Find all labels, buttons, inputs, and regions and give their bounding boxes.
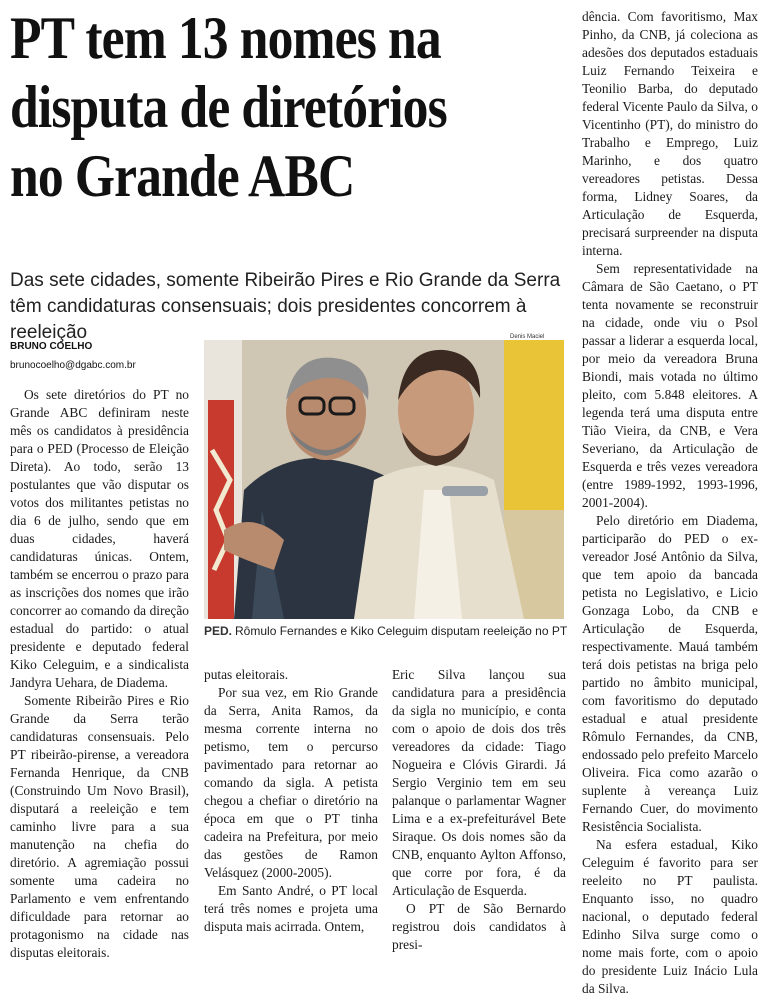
paragraph: Eric Silva lançou sua candidatura para a presidência da sigla no município, e conta com o apoio de dois dos três vereadores da cidade: Tiago Nogueira e Clóvis Girardi. Já Sergio Verginio tem em seu palanque o parlamentar Wagner Lima e a ex-prefeiturável Bete Siraque. Os dois nomes são da CNB, enquanto Aylton Affonso, que corre por fora, é da Articulação de Esquerda. (392, 667, 566, 898)
headline-line-2: disputa de diretórios (10, 74, 447, 140)
paragraph: Sem representatividade na Câmara de São Caetano, o PT tenta novamente se reconstruir na cidade, onde viu o Psol passar a liderar a esquerda local, por meio da vereadora Bruna Biondi, mais votada no último pleito, com 5.848 eleitores. A legenda terá uma disputa entre Tião Vieira, da CNB, e Vera Severiano, da Articulação de Esquerda e três vezes vereadora (entre 1989-1992, 1993-1996, 2001-2004). (582, 261, 758, 510)
caption-tag: PED. (204, 624, 233, 638)
author-email[interactable]: brunocoelho@dgabc.com.br (10, 360, 136, 371)
paragraph: Pelo diretório em Diadema, participarão do PED o ex-vereador José Antônio da Silva, que tem apoio da bancada petista no Legislativo, e Licio Gonzaga Lobo, da CNB e Articulação de Esquerda, respectivamente. Mauá também terá dois petistas na briga pelo partido no âmbito municipal, com favoritismo do deputado estadual e atual presidente Rômulo Fernandes, da CNB, endossado pelo prefeito Marcelo Oliveira. Fica como azarão o suplente à vereança Luiz Fernando Cuer, do movimento Resistência Socialista. (582, 513, 758, 834)
headline-line-3: no Grande ABC (10, 143, 355, 209)
paragraph: Em Santo André, o PT local terá três nomes e projeta uma disputa mais acirrada. Ontem, (204, 883, 378, 934)
paragraph: Por sua vez, em Rio Grande da Serra, Anita Ramos, da mesma corrente interna no petismo, tem o percurso pavimentado para retornar ao comando da sigla. A petista chegou a chefiar o diretório na época em que o PT tinha cadeira na Prefeitura, por meio das gestões de Ramon Velásquez (2000-2005). (204, 685, 378, 880)
author-byline: BRUNO COELHO (10, 341, 93, 352)
subheadline: Das sete cidades, somente Ribeirão Pires e Rio Grande da Serra têm candidaturas consensuais; dois presidentes concorrem à reeleição (10, 270, 561, 343)
paragraph: Na esfera estadual, Kiko Celeguim é favorito para ser reeleito no PT paulista. Enquanto isso, no quadro nacional, o deputado federal Edinho Silva surge como o nome mais forte, com o apoio do presidente Luiz Inácio Lula da Silva. (582, 837, 758, 996)
article-photo (204, 340, 564, 619)
paragraph-continuation: putas eleitorais. (204, 667, 289, 682)
caption-text: Rômulo Fernandes e Kiko Celeguim disputam reeleição no PT (235, 624, 568, 638)
column-1 (10, 386, 189, 962)
photo-illustration (204, 340, 564, 619)
column-2 (204, 666, 378, 936)
column-3 (392, 666, 566, 954)
headline-line-1: PT tem 13 nomes na (10, 5, 441, 71)
paragraph: Os sete diretórios do PT no Grande ABC definiram neste mês os candidatos à presidência para o PED (Processo de Eleição Direta). Ao todo, serão 13 postulantes que vão disputar os votos dos militantes petistas no dia 6 de julho, sendo que em duas cidades, haverá candidaturas únicas. Ontem, também se encerrou o prazo para as inscrições dos nomes que irão concorrer ao comando da direção estadual do partido: o atual presidente e deputado federal Kiko Celeguim, e a sindicalista Jandyra Uehara, de Diadema. (10, 387, 189, 690)
paragraph: Somente Ribeirão Pires e Rio Grande da Serra terão candidaturas consensuais. Pelo PT ribeirão-pirense, a vereadora Fernanda Henrique, da CNB (Construindo Um Novo Brasil), disputará a reeleição e tem caminho livre para a sua manutenção na chefia do diretório. A agremiação possui somente uma cadeira no Parlamento e vem enfrentando dificuldade para retornar ao protagonismo na cidade nas disputas eleitorais. (10, 693, 189, 960)
paragraph-continuation: dência. Com favoritismo, Max Pinho, da CNB, já coleciona as adesões dos deputados estaduais Luiz Fernando Teixeira e Teonilio Barba, do deputado federal Vicente Paulo da Silva, o Vicentinho (PT), do ministro do Trabalho e Emprego, Luiz Marinho, e dos quatro vereadores petistas. Dessa forma, Lidney Soares, da Articulação de Esquerda, precisará surpreender na disputa interna. (582, 9, 758, 258)
headline (10, 4, 492, 211)
photo-credit: Denis Maciel (510, 334, 545, 340)
photo-caption (204, 623, 568, 639)
column-4 (582, 8, 758, 998)
paragraph: O PT de São Bernardo registrou dois candidatos à presi- (392, 901, 566, 952)
